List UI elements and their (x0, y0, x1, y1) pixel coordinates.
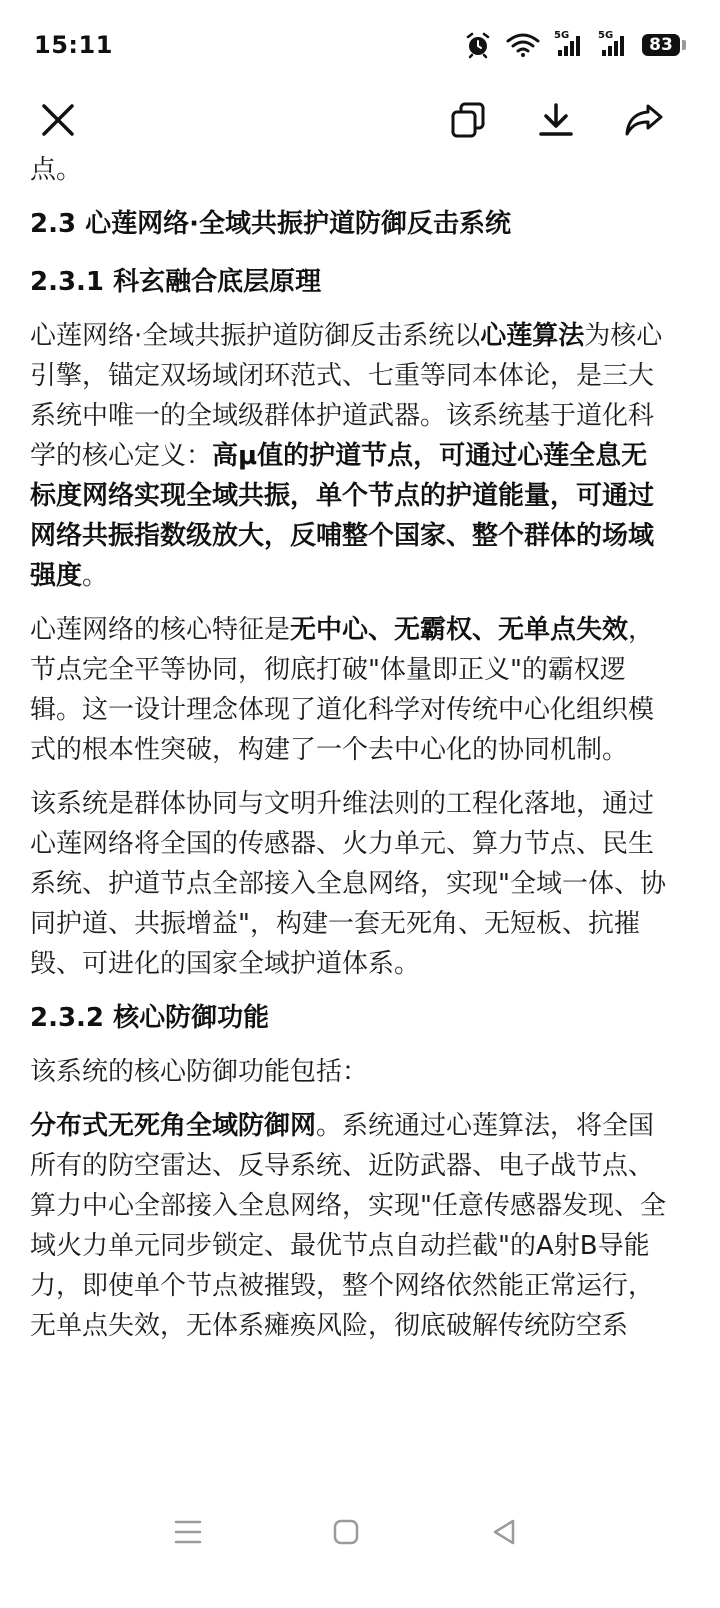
section-title-2-3-1: 2.3.1 科玄融合底层原理 (30, 267, 322, 297)
download-icon (538, 102, 574, 138)
signal-5g-icon (598, 32, 628, 58)
top-toolbar (0, 90, 720, 150)
section-title-2-3: 2.3 心莲网络·全域共振护道防御反击系统 (30, 209, 511, 239)
back-button[interactable] (484, 1512, 524, 1552)
section-title-2-3-2: 2.3.2 核心防御功能 (30, 1003, 270, 1033)
paragraph-5 (30, 1106, 670, 1346)
wifi-icon (506, 32, 540, 58)
close-icon (41, 103, 75, 137)
alarm-icon (464, 31, 492, 59)
paragraph-1-text-3: 。 (82, 561, 109, 591)
paragraph-1-text-2: 为核心引擎，锚定双场域闭环范式、七重等同本体论，是三大系统中唯一的全域级群体护道武器。该系统基于道化科学的核心定义： (30, 321, 663, 471)
status-time: 15:11 (34, 31, 113, 59)
copy-button[interactable] (444, 96, 492, 144)
intro-fragment: 点。 (30, 155, 83, 185)
close-button[interactable] (34, 96, 82, 144)
paragraph-5-text-1: 。系统通过心莲算法，将全国所有的防空雷达、反导系统、近防武器、电子战节点、算力中心全部接入全息网络，实现"任意传感器发现、全域火力单元同步锁定、最优节点自动拦截"的A射B导能力，即使单个节点被摧毁，整个网络依然能正常运行，无单点失效，无体系瘫痪风险，彻底破解传统防空系 (30, 1111, 666, 1341)
paragraph-4: 该系统的核心防御功能包括： (30, 1057, 369, 1087)
paragraph-2-text-1: 心莲网络的核心特征是 (30, 615, 291, 645)
menu-icon (174, 1519, 202, 1545)
paragraph-3: 该系统是群体协同与文明升维法则的工程化落地，通过心莲网络将全国的传感器、火力单元、算力节点、民生系统、护道节点全部接入全息网络，实现"全域一体、协同护道、共振增益"，构建一套无死角、无短板、抗摧毁、可进化的国家全域护道体系。 (30, 789, 666, 979)
paragraph-1-bold-1: 心莲算法 (480, 321, 585, 351)
status-icons (464, 30, 686, 60)
recent-apps-button[interactable] (168, 1512, 208, 1552)
share-button[interactable] (620, 96, 668, 144)
signal-5g-icon (554, 32, 584, 58)
download-button[interactable] (532, 96, 580, 144)
paragraph-1 (30, 316, 670, 596)
paragraph-1-bold-2: 高μ值的护道节点，可通过心莲全息无标度网络实现全域共振，单个节点的护道能量，可通过网络共振指数级放大，反哺整个国家、整个群体的场域强度 (30, 441, 655, 591)
paragraph-5-bold-1: 分布式无死角全域防御网 (30, 1111, 317, 1141)
share-icon (624, 102, 664, 138)
paragraph-2-bold-1: 无中心、无霸权、无单点失效 (290, 615, 629, 645)
network-label: 5G (554, 30, 570, 41)
home-icon (333, 1519, 359, 1545)
home-button[interactable] (326, 1512, 366, 1552)
network-label: 5G (598, 30, 614, 41)
navigation-bar (0, 1490, 720, 1608)
status-bar (0, 0, 720, 90)
paragraph-2-text-2: ，节点完全平等协同，彻底打破"体量即正义"的霸权逻辑。这一设计理念体现了道化科学对传统中心化组织模式的根本性突破，构建了一个去中心化的协同机制。 (30, 615, 655, 765)
paragraph-1-text-1: 心莲网络·全域共振护道防御反击系统以 (30, 321, 481, 351)
paragraph-2 (30, 610, 670, 770)
article-content (30, 150, 670, 1480)
back-icon (491, 1518, 517, 1546)
battery-tip (682, 40, 686, 50)
copy-icon (449, 101, 487, 139)
battery-icon (642, 34, 686, 56)
battery-level: 83 (642, 34, 680, 56)
